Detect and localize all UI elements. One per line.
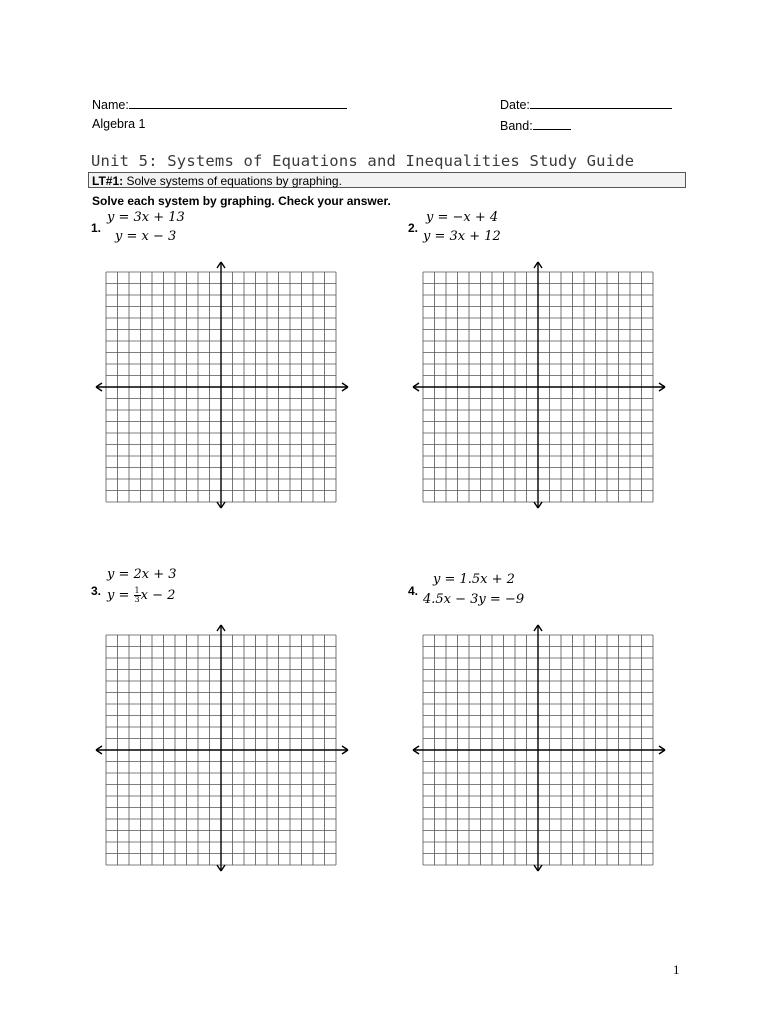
band-label: Band: — [500, 119, 533, 133]
name-field[interactable] — [92, 96, 347, 112]
band-blank[interactable] — [533, 117, 571, 130]
problem-3-number: 3. — [91, 584, 102, 598]
problem-3-equation-2-prefix: y = — [107, 588, 134, 603]
date-field[interactable] — [500, 96, 672, 112]
coordinate-grid-3[interactable] — [94, 625, 350, 873]
date-label: Date: — [500, 98, 530, 112]
page-title: Unit 5: Systems of Equations and Inequalities Study Guide — [91, 152, 635, 170]
name-label: Name: — [92, 98, 129, 112]
learning-target-code: LT#1: — [92, 174, 124, 188]
problem-3-equation-2 — [107, 587, 175, 604]
band-field[interactable] — [500, 117, 571, 133]
coordinate-grid-4[interactable] — [411, 625, 667, 873]
problem-2-equation-2: y = 3x + 12 — [423, 229, 501, 244]
problem-1-equation-2: y = x − 3 — [115, 229, 177, 244]
problem-4-equation-2: 4.5x − 3y = −9 — [423, 592, 525, 607]
date-blank[interactable] — [530, 96, 672, 109]
fraction-numerator: 1 — [134, 586, 140, 595]
problem-2-equation-1: y = −x + 4 — [426, 210, 499, 225]
problem-4-number: 4. — [408, 584, 419, 598]
instructions: Solve each system by graphing. Check your answer. — [92, 194, 391, 208]
problem-3-equation-2-suffix: x − 2 — [140, 588, 176, 603]
learning-target-box — [88, 172, 686, 188]
course-name: Algebra 1 — [92, 117, 146, 131]
learning-target-text: Solve systems of equations by graphing. — [123, 174, 342, 188]
coordinate-grid-1[interactable] — [94, 262, 350, 510]
problem-1-equation-1: y = 3x + 13 — [107, 210, 185, 225]
fraction-denominator: 3 — [134, 595, 140, 604]
problem-1-number: 1. — [91, 221, 102, 235]
problem-2-number: 2. — [408, 221, 419, 235]
coordinate-grid-2[interactable] — [411, 262, 667, 510]
problem-4-equation-1: y = 1.5x + 2 — [433, 572, 515, 587]
one-third-fraction — [134, 587, 141, 604]
problem-3-equation-1: y = 2x + 3 — [107, 567, 177, 582]
name-blank[interactable] — [129, 96, 347, 109]
page-number: 1 — [673, 962, 680, 977]
